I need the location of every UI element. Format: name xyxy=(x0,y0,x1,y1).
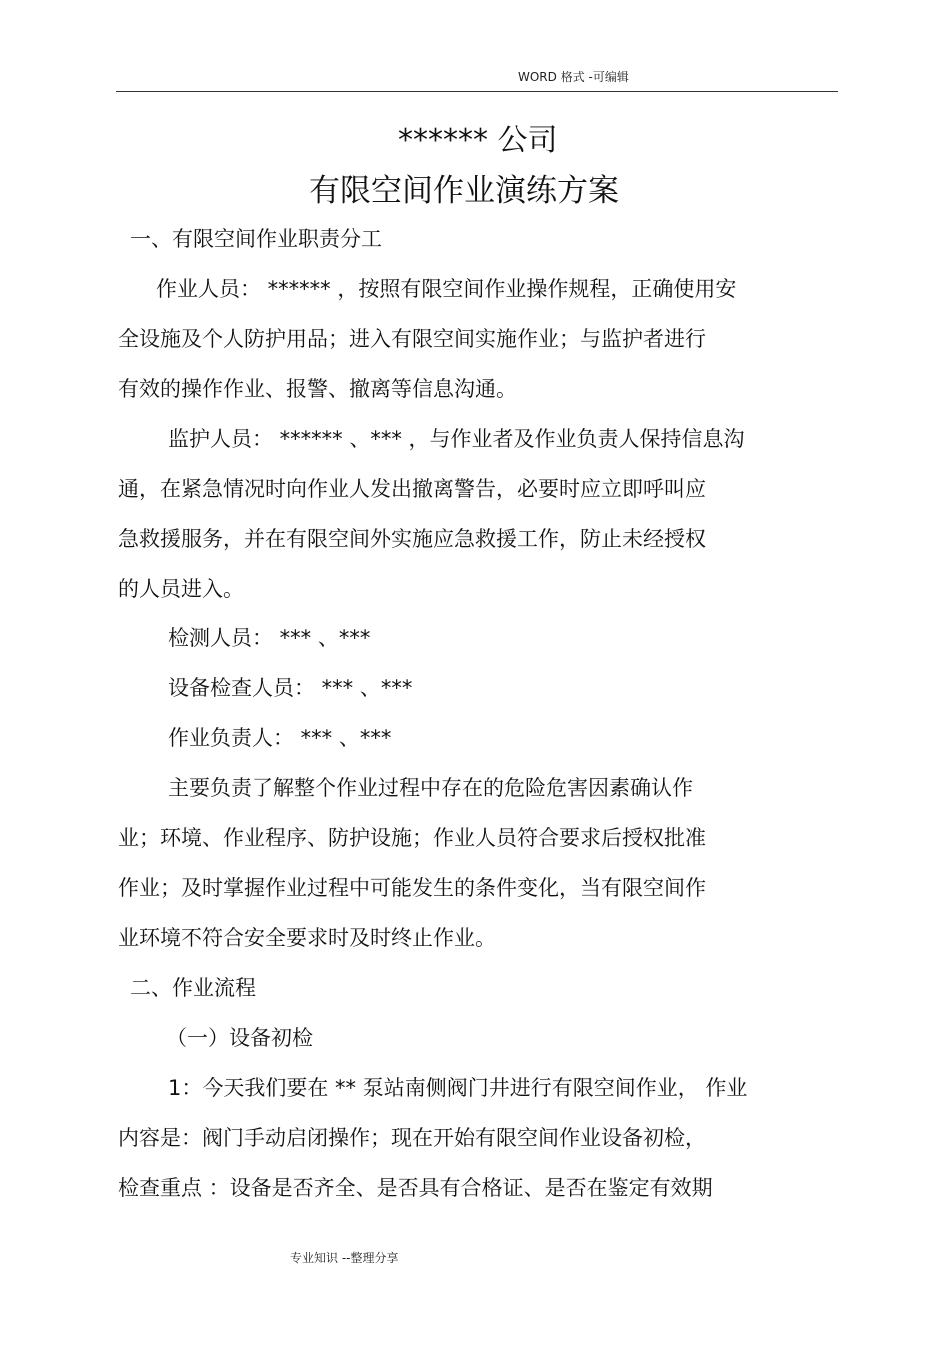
paragraph-line: 急救援服务，并在有限空间外实施应急救援工作，防止未经授权 xyxy=(118,527,706,551)
section-heading-2: 二、作业流程 xyxy=(130,976,256,1000)
role-line-supervisor: 作业负责人： *** 、*** xyxy=(168,726,392,750)
subsection-heading: （一）设备初检 xyxy=(166,1026,313,1050)
paragraph-line: 主要负责了解整个作业过程中存在的危险危害因素确认作 xyxy=(168,776,693,800)
page-footer: 专业知识 --整理分享 xyxy=(290,1251,399,1265)
paragraph-line: 检查重点 ：设备是否齐全、是否具有合格证、是否在鉴定有效期 xyxy=(118,1176,713,1200)
paragraph-line: 的人员进入。 xyxy=(118,577,244,601)
paragraph-line: 业；环境、作业程序、防护设施；作业人员符合要求后授权批准 xyxy=(118,826,706,850)
paragraph-line: 通，在紧急情况时向作业人发出撤离警告，必要时应立即呼叫应 xyxy=(118,477,706,501)
paragraph-line: 1：今天我们要在 ** 泵站南侧阀门井进行有限空间作业， 作业 xyxy=(168,1076,748,1100)
paragraph-line: 全设施及个人防护用品；进入有限空间实施作业；与监护者进行 xyxy=(118,327,706,351)
header-rule xyxy=(116,91,838,92)
paragraph-line: 内容是：阀门手动启闭操作；现在开始有限空间作业设备初检， xyxy=(118,1126,706,1150)
section-heading-1: 一、有限空间作业职责分工 xyxy=(130,227,382,251)
page-header: WORD 格式 -可编辑 xyxy=(518,70,629,84)
paragraph-line: 业环境不符合安全要求时及时终止作业。 xyxy=(118,926,496,950)
role-line-equipment-check: 设备检查人员： *** 、*** xyxy=(168,676,413,700)
paragraph-line: 作业人员： ****** ，按照有限空间作业操作规程，正确使用安 xyxy=(156,277,737,301)
paragraph-line: 作业；及时掌握作业过程中可能发生的条件变化，当有限空间作 xyxy=(118,876,706,900)
role-line-inspectors: 检测人员： *** 、*** xyxy=(168,626,371,650)
company-title: ****** 公司 xyxy=(398,123,558,158)
paragraph-line: 监护人员： ****** 、*** ，与作业者及作业负责人保持信息沟 xyxy=(168,427,745,451)
document-title: 有限空间作业演练方案 xyxy=(309,173,619,209)
paragraph-line: 有效的操作作业、报警、撤离等信息沟通。 xyxy=(118,377,517,401)
